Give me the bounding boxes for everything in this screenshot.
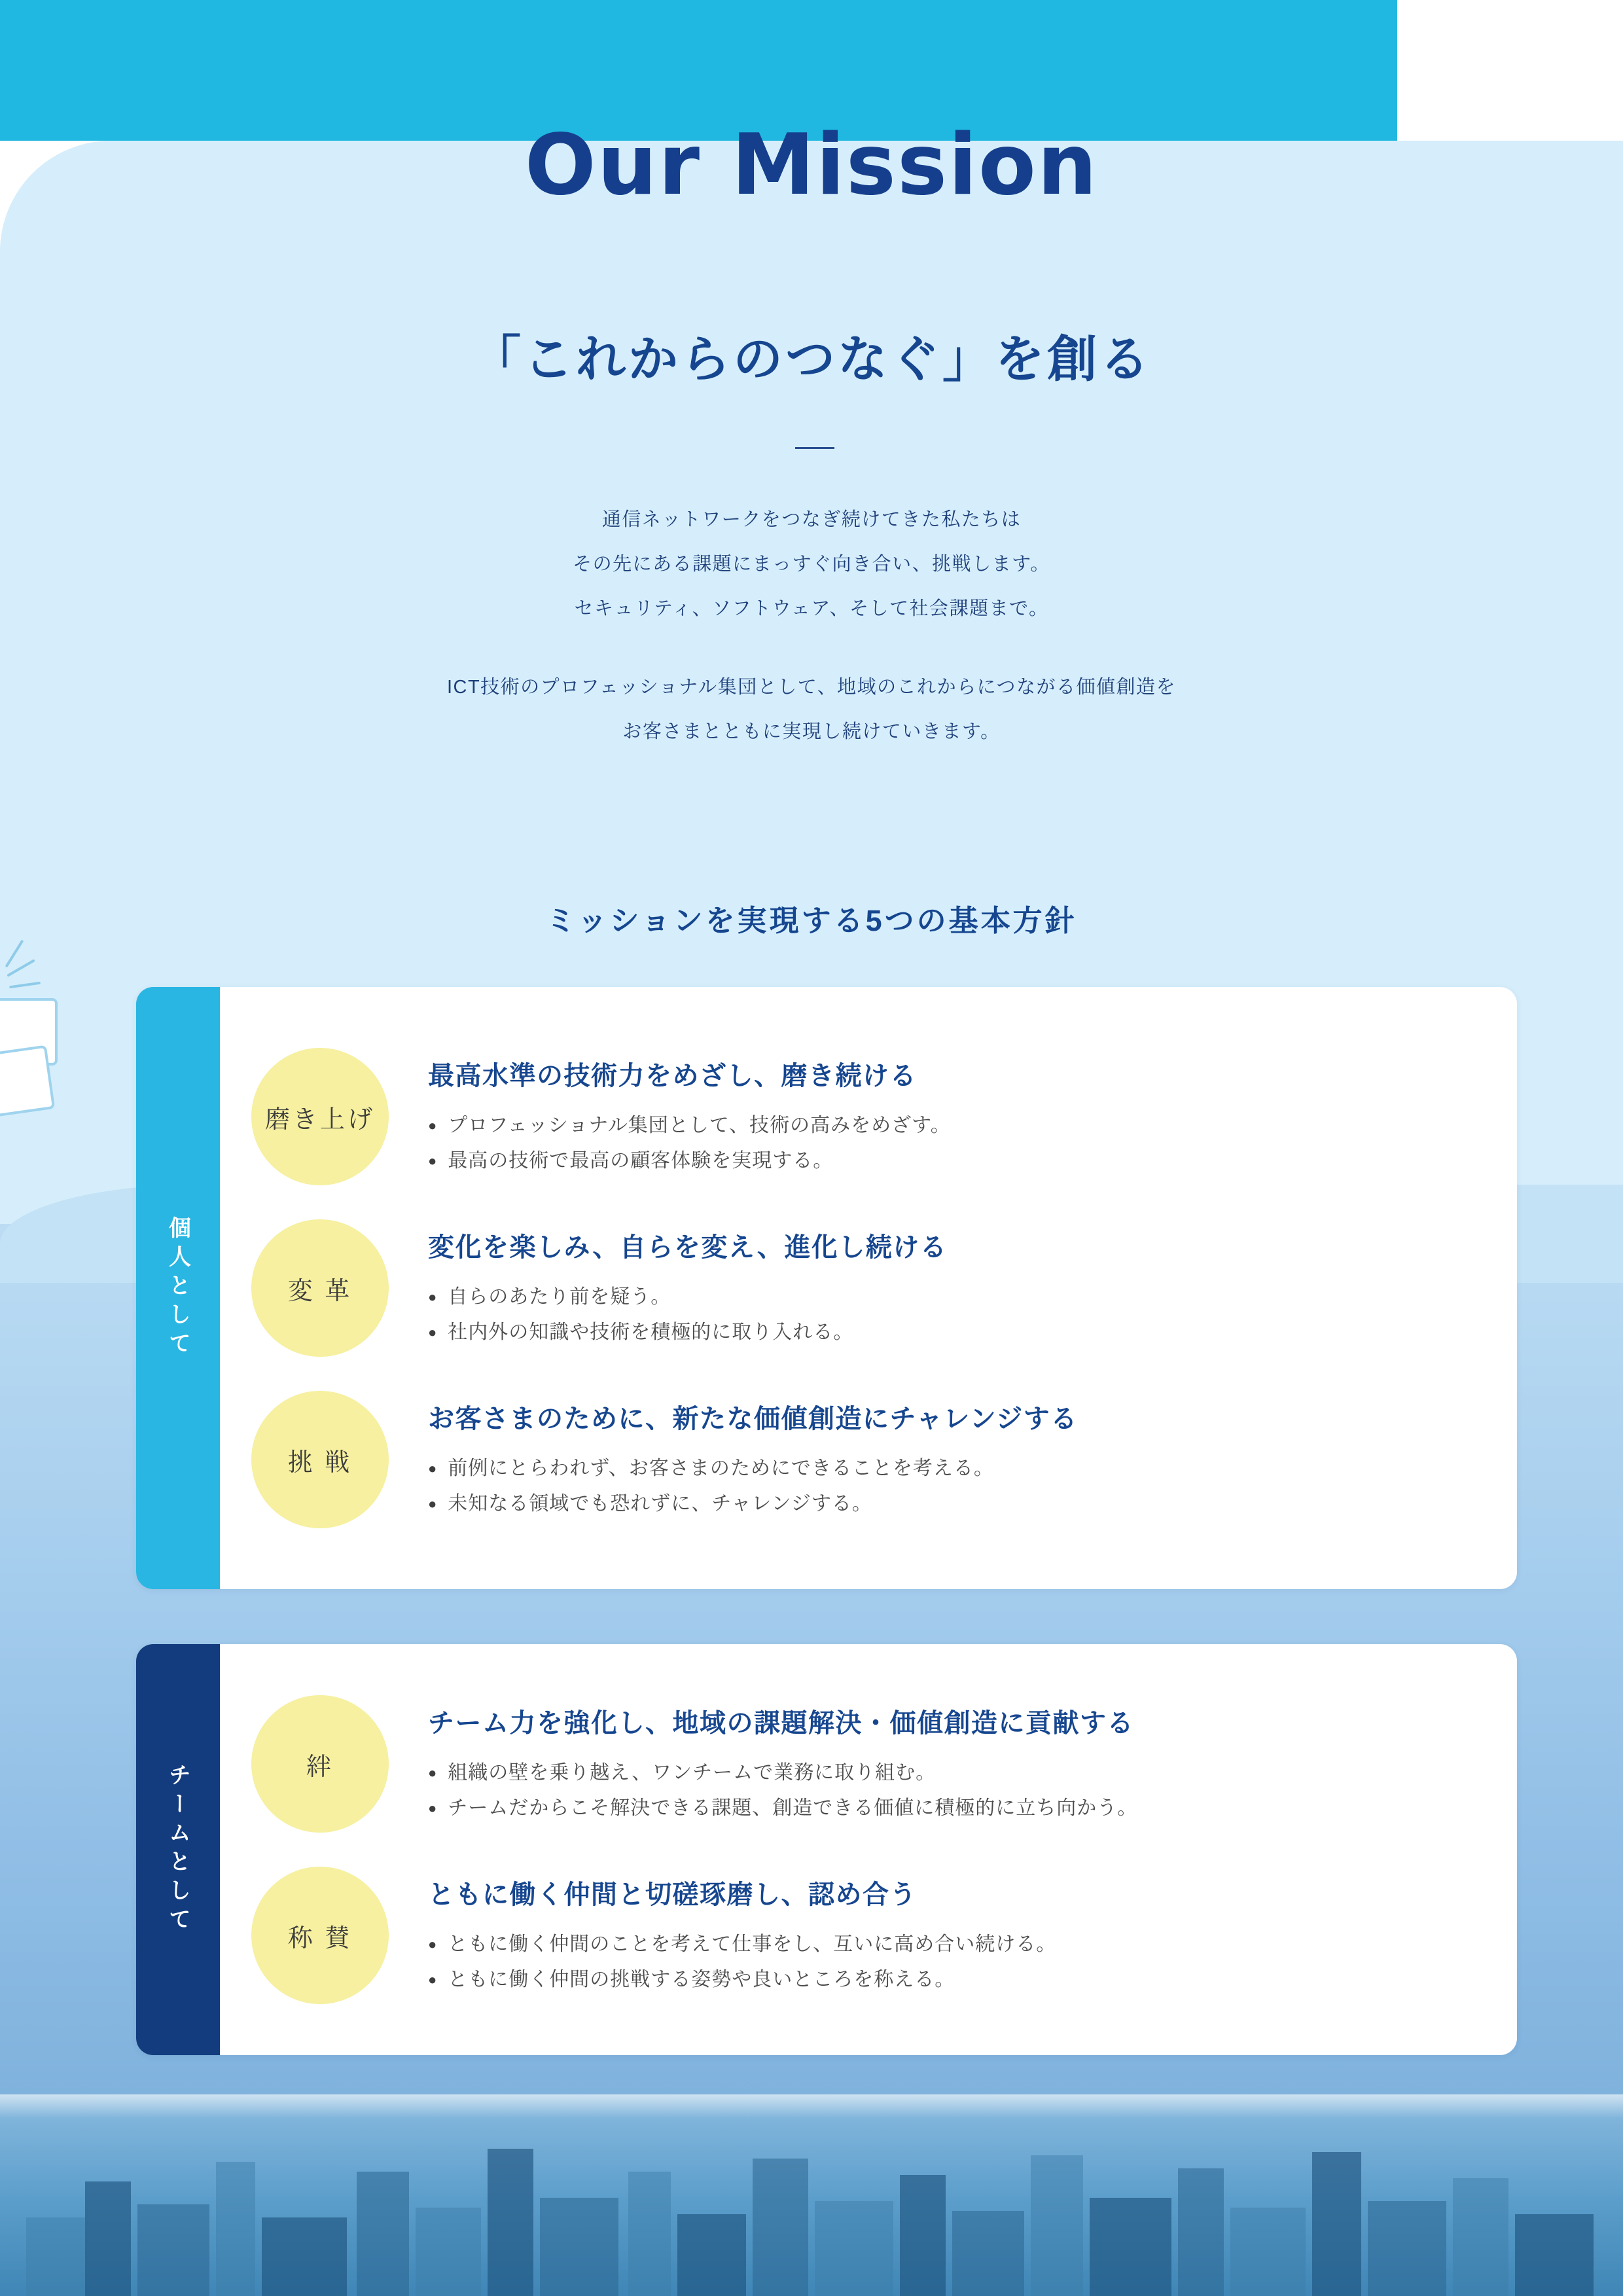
policy-bullet [428, 1143, 951, 1179]
policy-bullet-text: 自らのあたり前を疑う。 [448, 1285, 671, 1308]
bullet-icon: ● [428, 1971, 438, 1988]
bullet-icon: ● [428, 1460, 438, 1477]
bullet-icon: ● [428, 1152, 438, 1169]
policy-heading: お客さまのために、新たな価値創造にチャレンジする [428, 1404, 1078, 1433]
policy-heading: 変化を楽しみ、自らを変え、進化し続ける [428, 1232, 948, 1262]
policy-item [220, 1850, 1517, 2021]
policy-badge: 挑 戦 [251, 1391, 389, 1528]
policy-badge: 称 賛 [251, 1867, 389, 2004]
policy-heading: ともに働く仲間と切磋琢磨し、認め合う [428, 1880, 917, 1909]
policy-bullet-text: 未知なる領域でも恐れずに、チャレンジする。 [448, 1492, 872, 1515]
policy-item [220, 1031, 1517, 1202]
policy-bullet-text: 最高の技術で最高の顧客体験を実現する。 [448, 1149, 834, 1172]
policy-bullet-text: ともに働く仲間のことを考えて仕事をし、互いに高め合い続ける。 [448, 1933, 1057, 1955]
mission-lead-text [0, 497, 1623, 754]
policy-bullet-text: 組織の壁を乗り越え、ワンチームで業務に取り組む。 [448, 1761, 936, 1784]
policy-badge: 変 革 [251, 1219, 389, 1357]
lead-line-4: ICT技術のプロフェッショナル集団として、地域のこれからにつながる価値創造を [446, 677, 1177, 698]
group-label-individual: 個人として [136, 987, 220, 1589]
policy-bullet [428, 1962, 1056, 1998]
policy-bullet-text: 前例にとらわれず、お客さまのためにできることを考える。 [448, 1457, 994, 1479]
policy-bullet-text: ともに働く仲間の挑戦する姿勢や良いところを称える。 [448, 1968, 955, 1990]
lead-line-1: 通信ネットワークをつなぎ続けてきた私たちは [601, 509, 1022, 530]
lead-line-2: その先にある課題にまっすぐ向き合い、挑戦します。 [573, 554, 1050, 575]
policy-item [220, 1678, 1517, 1850]
policy-bullet [428, 1755, 1137, 1791]
city-skyline-illustration [0, 2080, 1623, 2296]
bullet-icon: ● [428, 1799, 438, 1816]
policy-group-team [136, 1644, 1517, 2055]
section-title: ミッションを実現する5つの基本方針 [546, 904, 1077, 937]
page-title: 「これからのつなぐ」を創る [471, 332, 1152, 387]
title-divider [795, 447, 834, 449]
policy-bullet [428, 1280, 947, 1315]
bullet-icon: ● [428, 1288, 438, 1305]
policy-list-team [220, 1644, 1517, 2055]
policy-bullet-text: チームだからこそ解決できる課題、創造できる価値に積極的に立ち向かう。 [448, 1797, 1138, 1819]
bullet-icon: ● [428, 1117, 438, 1134]
bullet-icon: ● [428, 1764, 438, 1781]
policy-bullet [428, 1315, 947, 1350]
policy-heading: チーム力を強化し、地域の課題解決・価値創造に貢献する [428, 1708, 1134, 1738]
policy-item [220, 1374, 1517, 1545]
policy-text [389, 1227, 947, 1350]
policy-list-individual [220, 987, 1517, 1589]
policy-bullet [428, 1927, 1056, 1962]
bullet-icon: ● [428, 1495, 438, 1512]
lead-spacer [0, 631, 1623, 665]
policy-text [389, 1398, 1078, 1522]
policy-bullet [428, 1791, 1137, 1826]
lead-line-5: お客さまとともに実現し続けていきます。 [622, 721, 1001, 742]
left-edge-illustration [0, 952, 65, 1155]
group-label-team: チームとして [136, 1644, 220, 2055]
policy-heading: 最高水準の技術力をめざし、磨き続ける [428, 1061, 917, 1090]
bullet-icon: ● [428, 1935, 438, 1952]
policy-text [389, 1874, 1056, 1998]
policy-bullet-text: 社内外の知識や技術を積極的に取り入れる。 [448, 1321, 854, 1343]
lead-line-3: セキュリティ、ソフトウェア、そして社会課題まで。 [574, 598, 1049, 619]
policy-group-individual [136, 987, 1517, 1589]
policy-text [389, 1055, 951, 1179]
page-eyebrow-title: Our Mission [524, 117, 1099, 214]
policy-bullet [428, 1486, 1078, 1522]
policy-text [389, 1702, 1137, 1826]
policy-bullet-text: プロフェッショナル集団として、技術の高みをめざす。 [448, 1114, 951, 1136]
policy-item [220, 1202, 1517, 1374]
policy-badge: 絆 [251, 1695, 389, 1833]
bullet-icon: ● [428, 1323, 438, 1340]
policy-badge: 磨き上げ [251, 1048, 389, 1185]
policy-bullet [428, 1451, 1078, 1486]
policy-bullet [428, 1108, 951, 1143]
